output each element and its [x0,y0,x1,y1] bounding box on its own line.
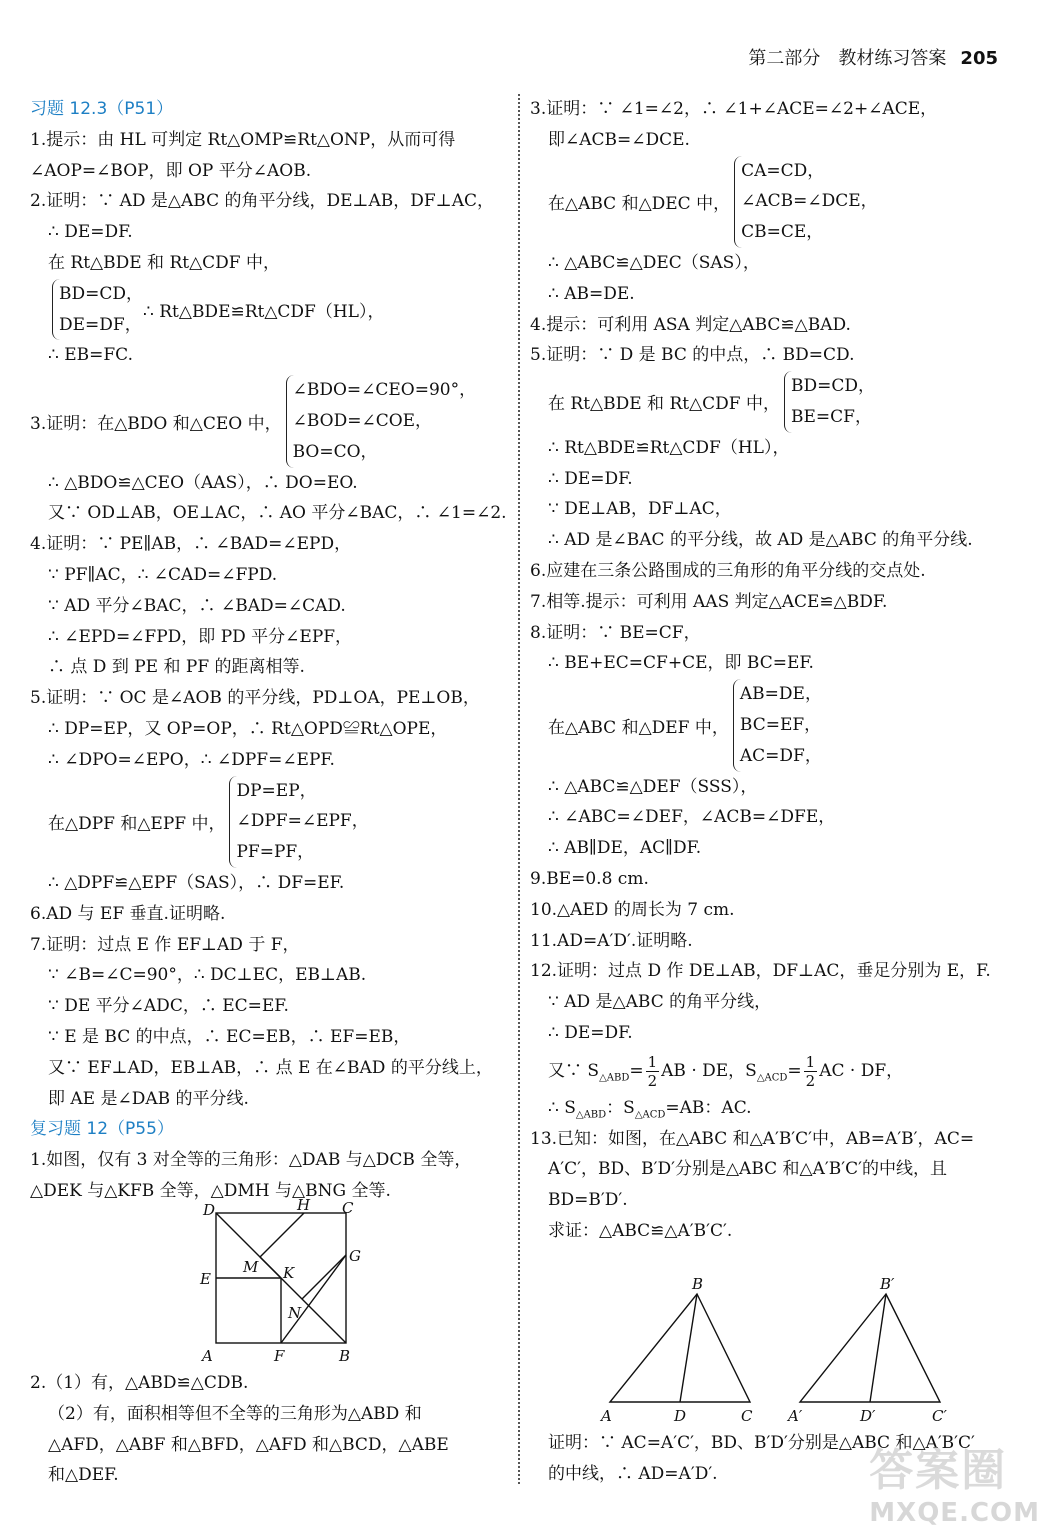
answer-line: ∴ Rt△BDE≌Rt△CDF（HL）， [548,437,790,458]
answer-line: A′C′，BD、B′D′分别是△ABC 和△A′B′C′的中线，且 [548,1159,947,1180]
condition: ∠ACB=∠DCE， [741,191,878,212]
condition: DP=EP， [236,780,317,801]
answer-line: ∵ DE⊥AB，DF⊥AC， [548,499,732,520]
answer-line: 又∵ OD⊥AB，OE⊥AC，∴ AO 平分∠BAC，∴ ∠1=∠2. [48,503,507,524]
answer-line: ∴ AD 是∠BAC 的平分线，故 AD 是△ABC 的角平分线. [548,530,973,551]
point-label: B′ [880,1275,895,1293]
answer-line: 求证：△ABC≌△A′B′C′. [548,1220,733,1241]
answer-line: （2）有，面积相等但不全等的三角形为△ABD 和 [48,1403,422,1424]
answer-line: 3.证明：∵ ∠1=∠2，∴ ∠1+∠ACE=∠2+∠ACE， [530,99,938,119]
condition: BO=CO， [292,441,378,462]
answer-line: 的中线，∴ AD=A′D′. [548,1463,718,1484]
square-diagram [190,1195,370,1370]
brace-prefix: 在△ABC 和△DEF 中， [548,717,729,738]
point-label: C′ [932,1407,947,1425]
answer-line: ∴ 点 D 到 PE 和 PF 的距离相等. [48,657,305,678]
answer-line: ∵ AD 是△ABC 的角平分线， [548,992,772,1013]
answer-line: 10.△AED 的周长为 7 cm. [530,899,735,920]
answer-line: ∴ △BDO≌△CEO（AAS），∴ DO=EO. [48,472,358,493]
answer-line: 6.应建在三条公路围成的三角形的角平分线的交点处. [530,560,926,581]
answer-line: 4.提示：可利用 ASA 判定△ABC≌△BAD. [530,314,851,335]
brace [784,371,875,433]
answer-line: 即∠ACB=∠DCE. [548,129,690,150]
formula-text: = [629,1060,644,1081]
answer-line: 5.证明：∵ OC 是∠AOB 的平分线，PD⊥OA，PE⊥OB， [30,688,480,709]
page-header [748,44,998,70]
condition: PF=PF， [236,842,315,863]
triangles-diagram [590,1270,970,1430]
answer-line: 证明：∵ AC=A′C′，BD、B′D′分别是△ABC 和△A′B′C′ [548,1433,975,1453]
brace-system [530,156,1020,248]
formula-text: AC · DF， [819,1060,904,1081]
subscript: △ACD [756,1072,788,1084]
brace-system [30,776,508,868]
answer-line: 6.AD 与 EF 垂直.证明略. [30,903,226,924]
answer-line: ∵ AD 平分∠BAC，∴ ∠BAD=∠CAD. [48,595,346,616]
answer-line: ∴ ∠DPO=∠EPO，∴ ∠DPF=∠EPF. [48,749,335,770]
answer-line: 即 AE 是∠DAB 的平分线. [48,1088,249,1109]
answer-line: 9.BE=0.8 cm. [530,868,649,889]
fraction-numerator: 1 [805,1052,816,1071]
formula-text: 又∵ S [548,1060,600,1081]
brace-prefix: 3.证明：在△BDO 和△CEO 中， [30,413,282,434]
answer-line: 7.证明：过点 E 作 EF⊥AD 于 F， [30,934,300,955]
answer-line: ∴ DE=DF. [548,1022,633,1043]
answer-line: ∴ ∠ABC=∠DEF，∠ACB=∠DFE， [548,807,836,828]
answer-line: ∴ DE=DF. [548,468,633,489]
condition: ∠BOD=∠COE， [292,410,433,431]
answer-line: ∴ △DPF≌△EPF（SAS），∴ DF=EF. [48,872,345,893]
answer-line: ∴ ∠EPD=∠FPD，即 PD 平分∠EPF， [48,626,353,647]
condition: BE=CF， [791,406,872,427]
answer-line: ∴ AB∥DE，AC∥DF. [548,838,702,859]
answer-line: ∵ DE 平分∠ADC，∴ EC=EF. [48,996,289,1017]
condition: CA=CD， [741,160,825,181]
answer-line: ∴ EB=FC. [48,345,133,366]
condition: ∠DPF=∠EPF， [236,811,369,832]
subscript: △ACD [634,1109,666,1121]
brace-prefix: 在△DPF 和△EPF 中， [48,814,226,835]
point-label: E [200,1270,211,1288]
answer-line: 在 Rt△BDE 和 Rt△CDF 中， [48,252,280,273]
answer-line: 11.AD=A′D′.证明略. [530,930,693,951]
answer-line: 12.证明：过点 D 作 DE⊥AB，DF⊥AC，垂足分别为 E，F. [530,961,991,982]
column-divider [518,94,520,1484]
point-label: K [283,1264,295,1282]
fraction-half [804,1053,818,1090]
section-title-review-12: 复习题 12（P55） [30,1119,174,1140]
ratio-line [530,1093,1020,1124]
point-label: D [674,1407,687,1425]
condition: BD=CD， [791,376,876,397]
point-label: B [339,1347,351,1365]
fraction-denominator: 2 [805,1071,816,1090]
answer-line: 1.提示：由 HL 可判定 Rt△OMP≌Rt△ONP，从而可得 [30,129,456,150]
subscript: △ABD [599,1072,630,1084]
condition: ∠BDO=∠CEO=90°， [292,380,477,401]
point-label: D′ [860,1407,876,1425]
answer-line: 2.（1）有，△ABD≌△CDB. [30,1373,249,1393]
answer-line: ∴ △ABC≌△DEC（SAS）， [548,252,760,273]
brace [734,156,878,248]
answer-line: 8.证明：∵ BE=CF， [530,622,701,643]
area-formula-line [530,1049,1020,1093]
answer-line: 7.相等.提示：可利用 AAS 判定△ACE≌△BDF. [530,591,888,612]
brace [52,279,143,341]
answer-line: ∠AOP=∠BOP，即 OP 平分∠AOB. [30,160,312,181]
point-label: C [741,1407,753,1425]
condition: CB=CE， [741,222,824,243]
watermark-logo [869,1434,1040,1528]
formula-text: AB · DE，S [661,1060,757,1081]
brace [286,375,477,467]
formula-text: ∴ S [548,1097,576,1118]
answer-line: △AFD，△ABF 和△BFD，△AFD 和△BCD，△ABE [48,1434,449,1455]
section-title-12-3: 习题 12.3（P51） [30,99,174,119]
fraction-numerator: 1 [647,1052,658,1071]
point-label: A [601,1407,612,1425]
watermark-url: MXQE.COM [869,1498,1040,1528]
right-column [530,94,1020,1247]
conclusion: ∴ Rt△BDE≌Rt△CDF（HL）， [143,302,385,323]
point-label: B [692,1275,704,1293]
point-label: F [274,1347,285,1365]
brace [229,776,368,868]
answer-line: ∵ ∠B=∠C=90°，∴ DC⊥EC，EB⊥AB. [48,965,367,986]
point-label: A [202,1347,213,1365]
watermark-text: 答案圈 [869,1445,1008,1496]
answer-line: ∴ BE+EC=CF+CE，即 BC=EF. [548,653,814,674]
answer-line: BD=B′D′. [548,1190,628,1211]
answer-line: 2.证明：∵ AD 是△ABC 的角平分线，DE⊥AB，DF⊥AC， [30,191,494,212]
page-number: 205 [960,48,998,69]
formula-text: =AB：AC. [665,1097,752,1118]
answer-line: ∴ DE=DF. [48,222,133,243]
brace-system [530,371,1020,433]
condition: BC=EF， [739,714,822,735]
subscript: △ABD [575,1109,607,1121]
formula-text: = [787,1060,802,1081]
answer-line: ∵ PF∥AC，∴ ∠CAD=∠FPD. [48,564,278,585]
answer-line: 4.证明：∵ PE∥AB，∴ ∠BAD=∠EPD， [30,534,352,555]
point-label: M [243,1258,259,1276]
brace-system [30,375,508,467]
answer-line: 5.证明：∵ D 是 BC 的中点，∴ BD=CD. [530,345,855,366]
formula-text: ：S [606,1097,635,1118]
brace-system [530,679,1020,771]
answer-line: ∴ △ABC≌△DEF（SSS）， [548,776,758,797]
answer-line: △DEK 与△KFB 全等，△DMH 与△BNG 全等. [30,1180,391,1201]
brace-system [30,279,508,341]
condition: BD=CD， [59,283,144,304]
answer-line: ∵ E 是 BC 的中点，∴ EC=EB，∴ EF=EB， [48,1026,411,1047]
brace [733,679,822,771]
point-label: A′ [788,1407,803,1425]
fraction-half [646,1053,660,1090]
point-label: N [288,1304,302,1322]
answer-line: 13.已知：如图，在△ABC 和△A′B′C′中，AB=A′B′，AC= [530,1128,975,1149]
condition: AC=DF， [739,745,822,766]
answer-line: ∴ AB=DE. [548,283,635,304]
brace-prefix: 在△ABC 和△DEC 中， [548,194,731,215]
answer-line: 和△DEF. [48,1465,119,1486]
answer-line: 又∵ EF⊥AD，EB⊥AB，∴ 点 E 在∠BAD 的平分线上， [48,1057,493,1078]
point-label: C [342,1199,354,1217]
brace-prefix: 在 Rt△BDE 和 Rt△CDF 中， [548,394,780,415]
left-column [30,94,508,1207]
header-title: 第二部分 教材练习答案 [748,48,947,69]
point-label: H [297,1196,311,1214]
left-column-bottom [30,1368,508,1491]
answer-line: ∴ DP=EP，又 OP=OP，∴ Rt△OPD≌Rt△OPE， [48,718,448,739]
answer-line: 1.如图，仅有 3 对全等的三角形：△DAB 与△DCB 全等， [30,1150,472,1171]
condition: DE=DF， [59,314,142,335]
fraction-denominator: 2 [647,1071,658,1090]
point-label: G [349,1247,361,1265]
condition: AB=DE， [739,684,822,705]
point-label: D [203,1201,216,1219]
